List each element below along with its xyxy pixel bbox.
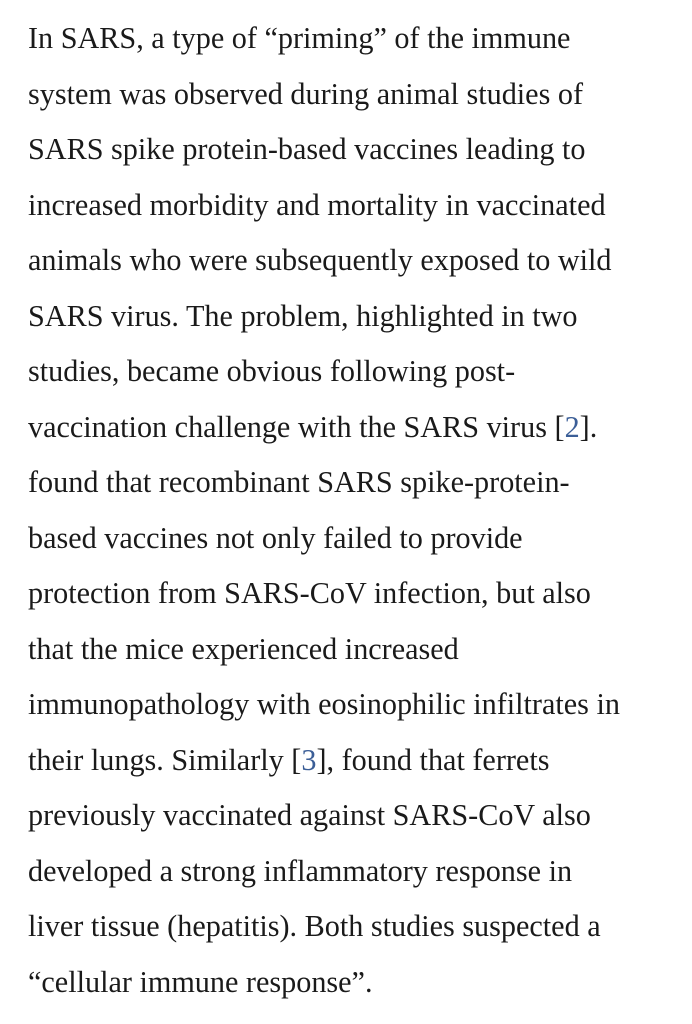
line-14-text-before: their lungs. Similarly [	[28, 742, 302, 777]
paragraph-line-13: immunopathology with eosinophilic infiltrates in	[28, 687, 620, 721]
paragraph-line-5: animals who were subsequently exposed to wild	[28, 243, 612, 277]
paragraph-line-9: found that recombinant SARS spike-protein-	[28, 465, 570, 499]
paragraph-line-14	[28, 733, 678, 789]
paragraph-line-8	[28, 400, 678, 456]
paragraph-line-1: In SARS, a type of “priming” of the immune	[28, 21, 571, 55]
paragraph-line-6: SARS virus. The problem, highlighted in two	[28, 298, 578, 333]
citation-link-2[interactable]: 2	[564, 409, 580, 444]
paragraph-line-18: “cellular immune response”.	[28, 964, 373, 999]
line-8-text-before: vaccination challenge with the SARS virus [	[28, 409, 565, 444]
line-14-text-after: ], found that ferrets	[316, 742, 550, 777]
line-8-text-after: ].	[579, 409, 598, 444]
paragraph-line-12: that the mice experienced increased	[28, 631, 459, 666]
paragraph-line-17: liver tissue (hepatitis). Both studies suspected a	[28, 909, 601, 943]
paragraph-line-15: previously vaccinated against SARS-CoV also	[28, 798, 591, 832]
paragraph-line-2: system was observed during animal studies of	[28, 76, 584, 111]
paragraph-line-7: studies, became obvious following post-	[28, 354, 516, 388]
paragraph-line-3: SARS spike protein-based vaccines leading to	[28, 132, 586, 166]
paragraph-line-10: based vaccines not only failed to provide	[28, 520, 523, 555]
paragraph-line-11: protection from SARS-CoV infection, but also	[28, 576, 591, 610]
paragraph-line-4: increased morbidity and mortality in vaccinated	[28, 187, 606, 222]
paragraph-line-16: developed a strong inflammatory response in	[28, 853, 573, 888]
citation-link-3[interactable]: 3	[301, 742, 317, 777]
article-paragraph	[28, 11, 678, 1010]
